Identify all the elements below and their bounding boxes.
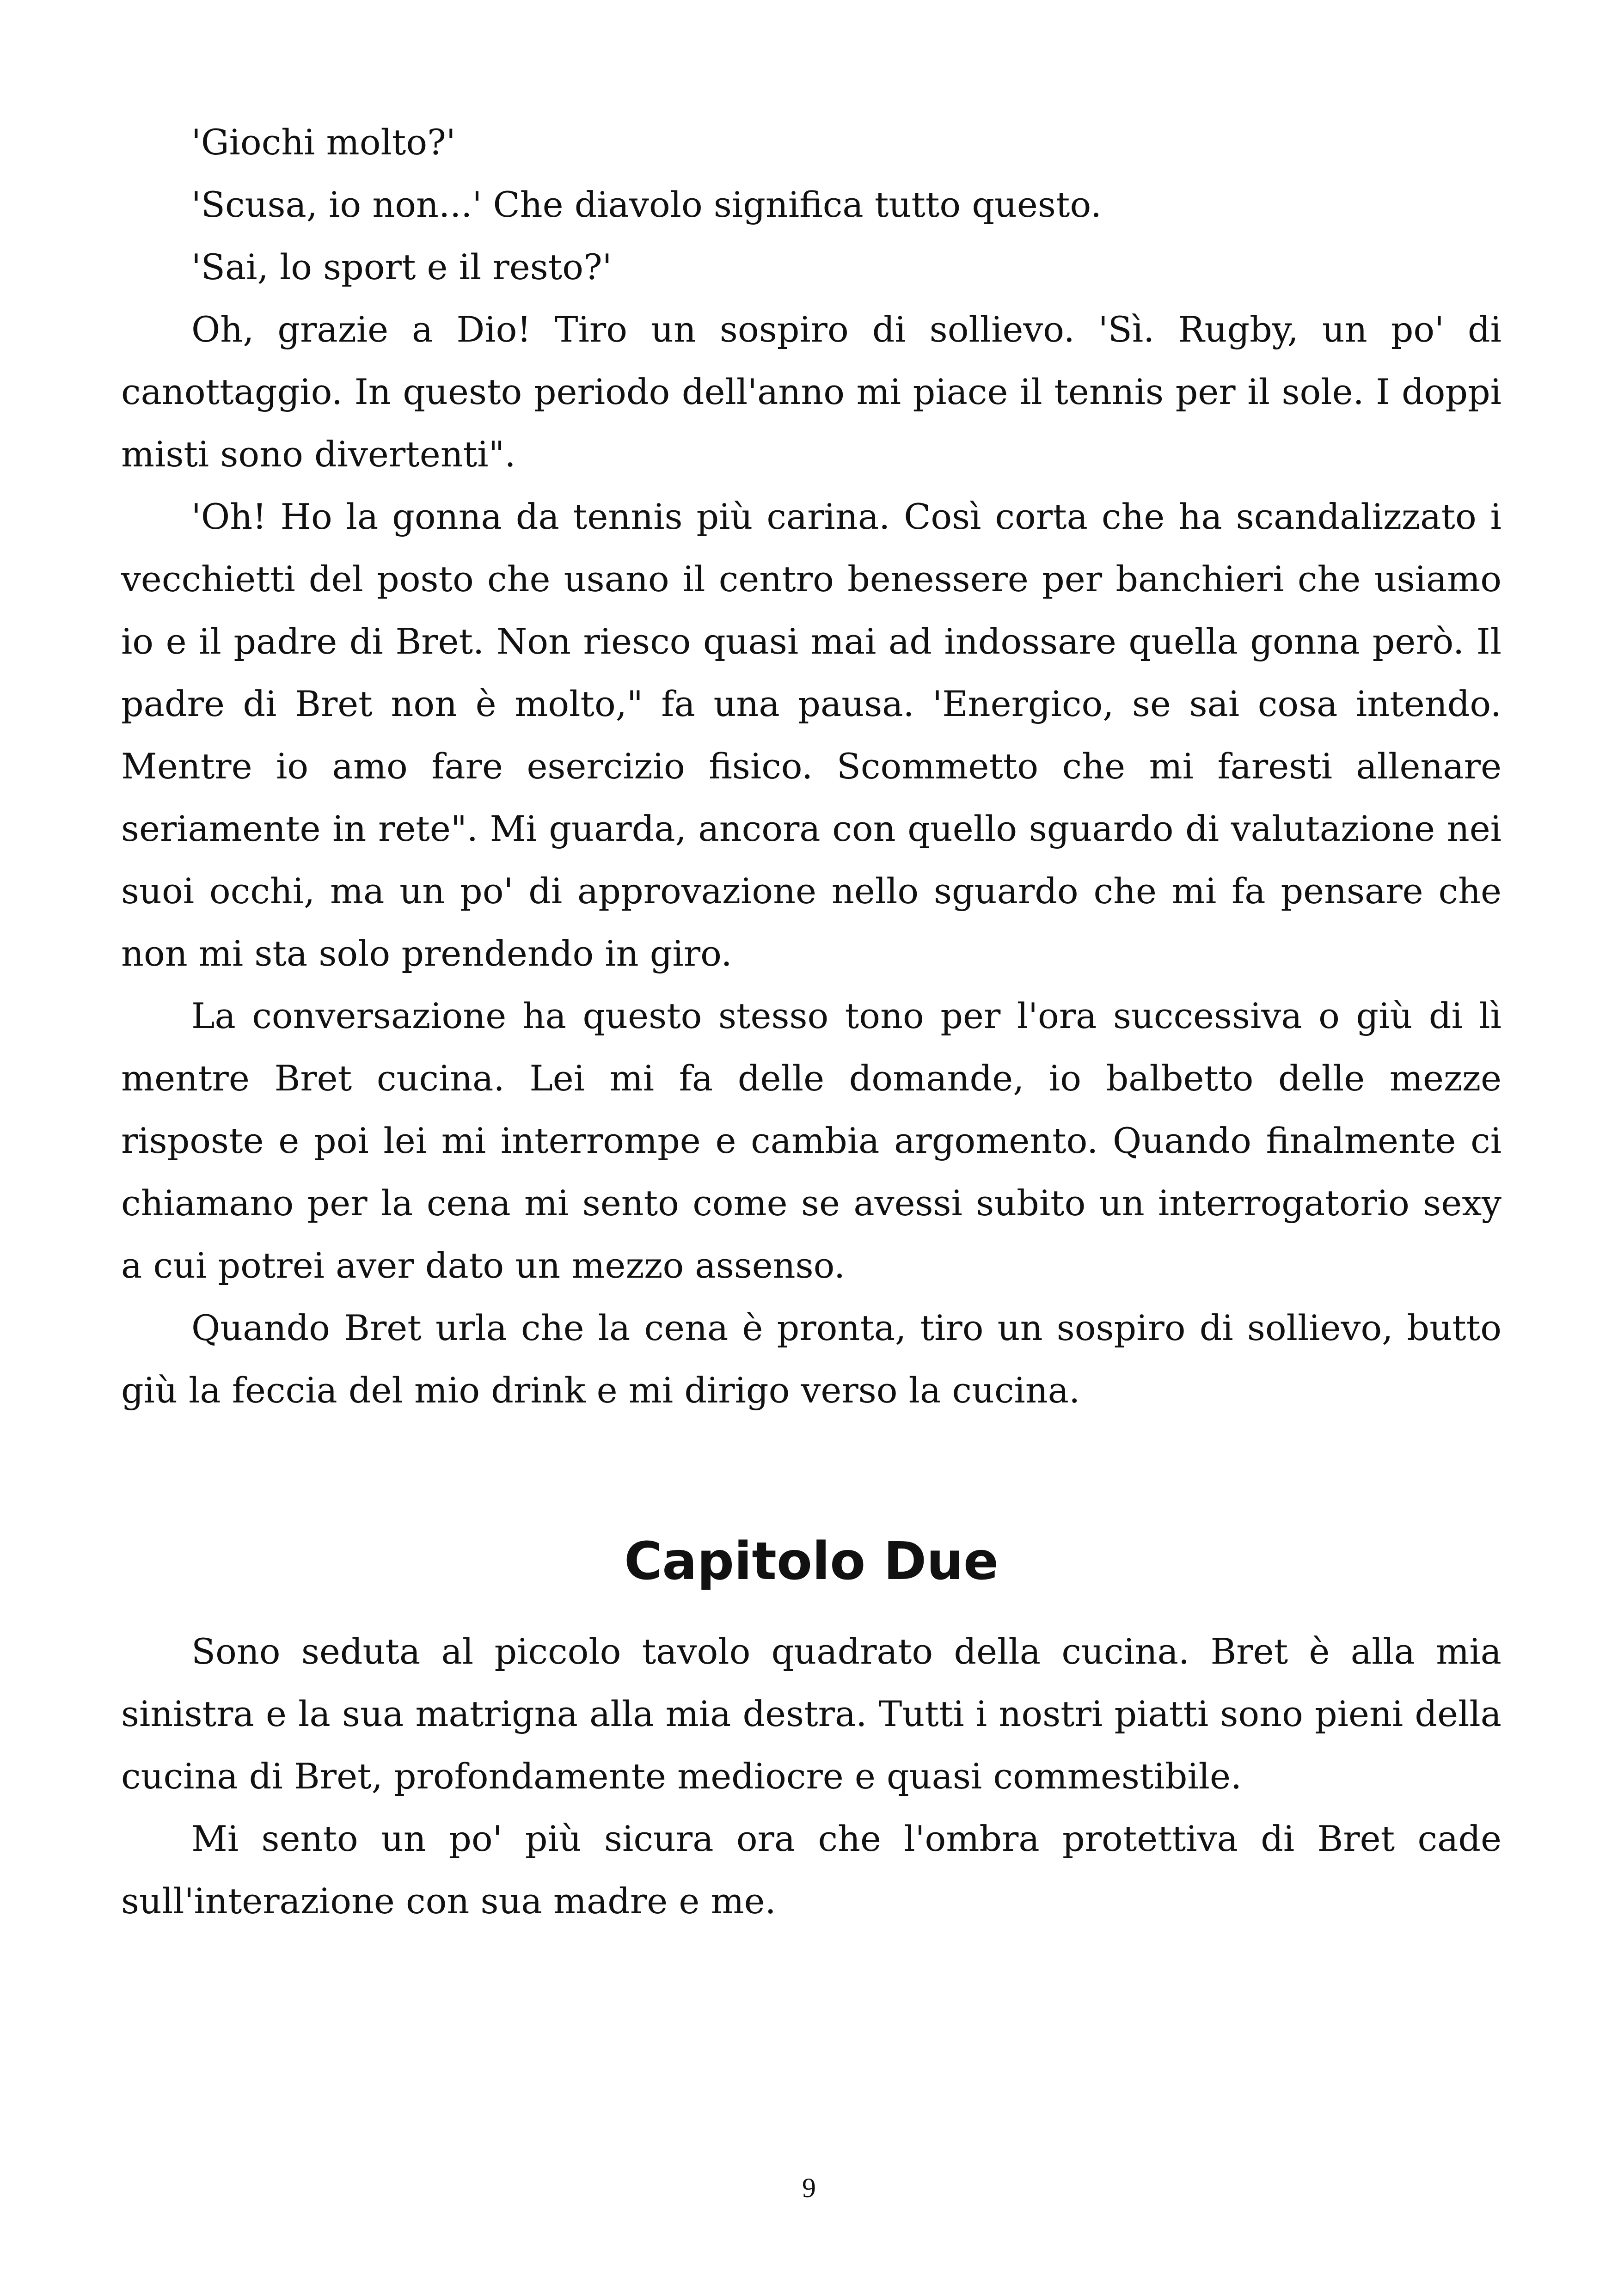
paragraph: 'Scusa, io non...' Che diavolo significa tutto questo. (191, 184, 1102, 225)
page-number: 9 (802, 2173, 816, 2203)
paragraph: 'Sai, lo sport e il resto?' (191, 246, 612, 288)
paragraph: Quando Bret urla che la cena è pronta, tiro un sospiro di sollievo, butto giù la feccia del mio drink e mi dirigo verso la cucina. (121, 1307, 1502, 1411)
paragraph: Mi sento un po' più sicura ora che l'ombra protettiva di Bret cade sull'interazione con sua madre e me. (121, 1818, 1502, 1922)
paragraph: La conversazione ha questo stesso tono per l'ora successiva o giù di lì mentre Bret cucina. Lei mi fa delle domande, io balbetto delle mezze risposte e poi lei mi interrompe e cambia argomento. Quando finalmente ci chiamano per la cena mi sento come se avessi subito un interrogatorio sexy a cui potrei aver dato un mezzo assenso. (121, 995, 1502, 1286)
paragraph: 'Giochi molto?' (191, 122, 456, 163)
book-page (121, 111, 1502, 1932)
paragraph: Oh, grazie a Dio! Tiro un sospiro di sollievo. 'Sì. Rugby, un po' di canottaggio. In questo periodo dell'anno mi piace il tennis per il sole. I doppi misti sono divertenti". (121, 309, 1502, 475)
paragraph: Sono seduta al piccolo tavolo quadrato della cucina. Bret è alla mia sinistra e la sua matrigna alla mia destra. Tutti i nostri piatti sono pieni della cucina di Bret, profondamente mediocre e quasi commestibile. (121, 1631, 1502, 1797)
paragraph: 'Oh! Ho la gonna da tennis più carina. Così corta che ha scandalizzato i vecchietti del posto che usano il centro benessere per banchieri che usiamo io e il padre di Bret. Non riesco quasi mai ad indossare quella gonna però. Il padre di Bret non è molto," fa una pausa. 'Energico, se sai cosa intendo. Mentre io amo fare esercizio fisico. Scommetto che mi faresti allenare seriamente in rete". Mi guarda, ancora con quello sguardo di valutazione nei suoi occhi, ma un po' di approvazione nello sguardo che mi fa pensare che non mi sta solo prendendo in giro. (121, 496, 1502, 974)
chapter-title: Capitolo Due (624, 1531, 999, 1592)
